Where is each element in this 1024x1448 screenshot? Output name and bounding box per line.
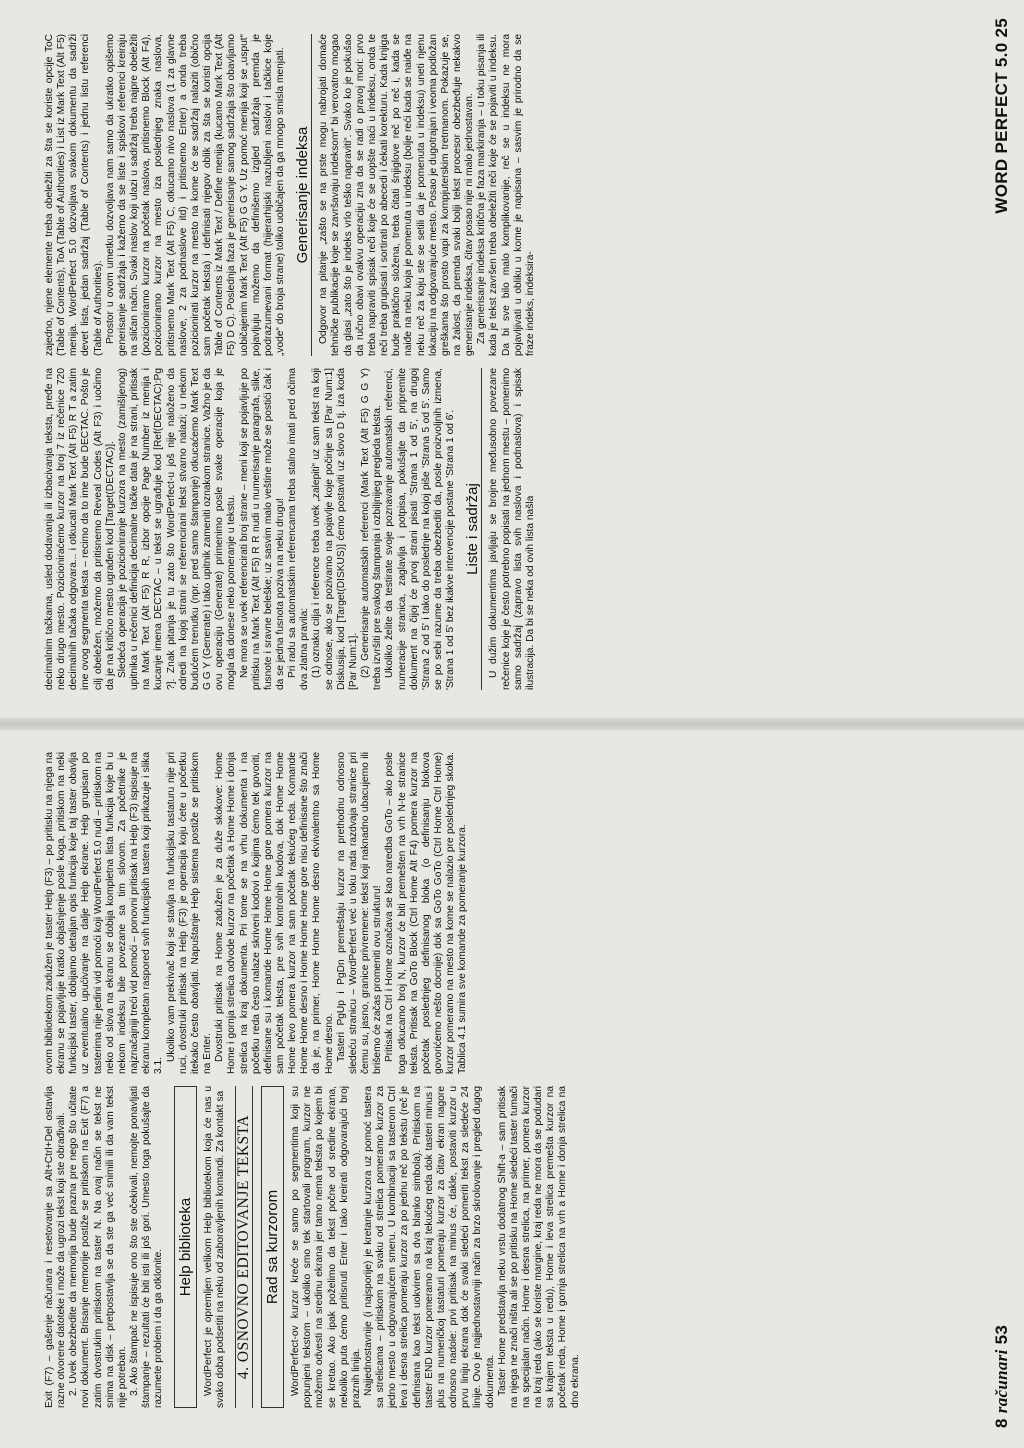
left-page — [0, 726, 1024, 1448]
paragraph: Taster Home predstavlja neku vrstu dodatnog Shift-a – sam pritisak na njega ne znači ništa ali se po pritisku na Home sledeći taster tumači na specijalan način. Home i desna strelica, na primer, pomera kurzor na kraj reda (ako se koriste margine, kraj reda ne mora da se podudari sa krajem teksta u redu), Home i leva strelica premešta kurzor na početak reda, Home i gornja strelica na vrh a Home i donja strelica na dno ekrana. — [496, 1086, 581, 1408]
paragraph: Dvostruki pritisak na Home zadužen je za duže skokove: Home Home i gornja strelica odvode kurzor na početak a Home Home i donja strelica na kraj dokumenta. Pri tome se na vrhu dokumenta i na početku reda često nalaze skriveni kodovi o kojima ćemo tek govoriti, definisane su i komande Home Home Home gore pomera kurzor na sam početak teksta, pre svih kontrolnih kodova, dok Home Home Home levo pomera kurzor na sam početak tekućeg reda. Komande Home Home desno i Home Home Home gore nisu definisane što znači da je, na primer, Home Home Home desno ekvivalentno sa Home Home desno. — [214, 752, 335, 1074]
paragraph: 3. Ako štampač ne ispisuje ono što ste očekivali, nemojte ponavljati štampanje – rezultati će biti isti ili još gori. Umesto toga pokušajte da razumete problem i da ga otklonite. — [129, 1086, 165, 1408]
left-page-column-2 — [44, 752, 469, 1074]
right-page-column-1 — [44, 368, 537, 690]
paragraph: (1) oznaku cilja i reference treba uvek „zalepiti“ uz sam tekst na koji se odnose, ako se pozivamo na pojavlje koje počinje sa [Par Num:1] Diskusija, kod [Target(DISKUS)] ćemo postaviti uz slovo D tj. iza koda [Par Num:1]. — [311, 368, 359, 690]
paragraph: U dužim dokumentima javljaju se brojne međusobno povezane rečenice koje je često potrebno popisati na jednom mestu – pomenimo samo sadržaj (zapravo lista svih naslova i podnaslova) i spisak ilustracija. Da bi se neka od ovih lista našla — [488, 368, 536, 690]
paragraph: Ukoliko želite da testirate svoje poznavanje automatskih referenci, numeracije stranica, zaglavlja i potpisa, pokušajte da pripremite dokument na čijoj će prvoj strani pisati 'Strana 1 od 5', na drugoj 'Strana 2 od 5' i tako do poslednje na kojoj piše 'Strana 5 od 5'. Samo se po sebi razume da treba obezbediti da, posle proizvoljnih izmena, 'Strana 1 od 5' bez ikakve intervencije postane 'Strana 1 od 6'. — [384, 368, 457, 690]
chapter-heading: 4. OSNOVNO EDITOVANJE TEKSTA — [235, 1086, 253, 1408]
paragraph: ovom bibliotekom zadužen je taster Help (F3) – po pritisku na njega na ekranu se pojavljuje kratko objašnjenje posle koga, pritiskom na neki funkcijski taster, dobijamo detaljan opis funkcija koje taj taster obavlja uz eventualno upućivanje na dalje Help ekrane. Help grupisan po tasterima nije jedini vid pomoći koji WordPerfect 5.0 nudi – pritiskom na neko od slova na ekranu se dobija kompletna lista funkcija koje bi u nekom indeksu bile povezane sa tim slovom. Za početnike je najznačajniji treći vid pomoći – ponovni pritisak na Help (F3) ispisuje na ekranu kompletan raspored svih funkcijskih tastera koji prikazuje i slika 3.1. — [44, 752, 165, 1074]
left-page-column-1 — [44, 1086, 582, 1408]
paragraph: Pritisak na Ctrl i Home označava se kao naredba GoTo – ako posle toga otkucamo broj N, kurzor će biti premešten na vrh N-te stranice teksta. Pritisak na GoTo Block (Ctrl Home Alt F4) pomera kurzor na početak poslednjeg definisanog bloka (o definisanju blokova govorićemo nešto docnije) dok sa GoTo GoTo (Ctrl Home Ctrl Home) kurzor pomeramo na mesto na kome se nalazio pre poslednjeg skoka. Tablica 4.1 sumira sve komande za pomeranje kurzora. — [384, 752, 469, 1074]
paragraph: WordPerfect je opremljen velikom Help bibliotekom koja će nas u svako doba podsetiti na neku od zaboravljenih komandi. Za kontakt sa — [202, 1086, 226, 1408]
paragraph: Exit (F7) – gašenje računara i resetovanje sa Alt+Ctrl+Del ostavlja razne otvorene datoteke i može da ugrozi tekst koji ste obrađivali. — [44, 1086, 68, 1408]
paragraph: Sledeća operacija je pozicioniranje kurzora na mesto (zamišljenog) upitnika u rečenici definicija decimalne tačke data je na strani, pritisak na Mark Text (Alt F5) R R, izbor opcije Page Number iz menija i kucanje imena DECTAC – u tekst se ugrađuje kod [Ref(DECTAC):Pg ?]. Znak pitanja je tu zato što WordPerfect-u još nije naloženo da odredi na kojoj strani se referencirani tekst stvarno nalazi; u nekom budućem trenutku (npr. pred samo štampanje) otkucaćemo Mark Text G G Y (Generate) i tako upitnik zameniti oznakom stranice. Važno je da ovu operaciju (Generate) primenimo posle svake operacije koja je mogla da donese neko pomeranje u tekstu. — [116, 368, 238, 690]
heading-generisanje-indeksa: Generisanje indeksa — [297, 34, 312, 356]
paragraph: WordPerfect-ov kurzor kreće se samo po segmentima koji su popunjeni tekstom – ukoliko smo tek startovali program, kurzor ne možemo odvesti na sredinu ekrana jer tamo nema teksta po kojem bi se kretao. Ako ipak poželimo da tekst počne od sredine ekrana, nekoliko puta ćemo pritisnuti Enter i tako kreirati odgovarajući broj praznih linija. — [290, 1086, 362, 1408]
paragraph: zajedno, njene elemente treba obeležiti za šta se koriste opcije ToC (Table of Contents), ToA (Table of Authorities) i List iz Mark Text (Alt F5) menija. WordPerfect 5.0 dozvoljava svakom dokumentu da sadrži devet lista, jedan sadržaj (Table of Contents) i jednu listu referenci (Table of Authorities). — [44, 34, 104, 356]
paragraph: (2) Generisanje automatskih referenci (Mark Text (Alt F5) G G Y) treba izvršiti pre svakog štampanja i ozbiljnijeg pregleda teksta. — [360, 368, 384, 690]
page-number: 8 — [992, 1418, 1011, 1428]
left-page-footer — [992, 1325, 1012, 1428]
magazine-name: računari — [992, 1349, 1011, 1414]
paragraph: Za generisanje indeksa kritična je faza markiranja – u toku pisanja ili kada je tekst završen treba obeležiti reči koje će se pojaviti u indeksu. Da bi sve bilo malo komplikovanije, reč se u indeksu ne mora pojavljivati u obliku u kome je napisana – sasvim je prirodno da se fraze indeks, indeksira- — [476, 34, 536, 356]
right-page — [0, 0, 1024, 722]
running-title: WORD PERFECT 5.0 — [992, 42, 1011, 214]
page-number: 25 — [992, 18, 1011, 38]
paragraph: 2. Uvek obezbedite da memorija bude prazna pre nego što učitate novi dokument. Brisanje memorije postiže se pritiskom na Exit (F7) a zatim dvostrukim pritiskom na taster N. Na ovaj način se tekst ne snima na disk – pretpostavlja se da ste ga već snimili ili da vam tekst nije potreban. — [68, 1086, 128, 1408]
paragraph: Prostor u ovom umetku dozvoljava nam samo da ukratko opišemo generisanje sadržaja i kažemo da se liste i spiskovi referenci kreiraju na sličan način. Svaki naslov koji ulazi u sadržaj treba najpre obeležiti (pozicioniramo kurzor na početak naslova, pritisnemo Block (Alt F4), pozicioniramo kurzor na mesto iza poslednjeg znaka naslova, pritisnemo Mark Text (Alt F5) C, otkucamo nivo naslova (1 za glavne naslove, 2 za podnaslove itd) i pritisnemo Enter) a onda treba pozicionirati kurzor na mesto na kome će se sadržaj nalaziti (obično sam početak teksta) i definisati njegov oblik za šta se koristi opcija Table of Contents iz Mark Text / Define menija (kucamo Mark Text (Alt F5) D C). Poslednja faza je generisanje samog sadržaja što obavljamo uobičajenim Mark Text (Alt F5) G G Y. Uz pomoć menija koji se „usput“ pojavljuju možemo da definišemo izgled sadržaja premda je podrazumevani format (hijerarhijski nazubljeni naslovi i tačkice koje „vode“ do broja strane) toliko uobičajen da ga mnogo smisla menjati. — [104, 34, 286, 356]
paragraph: Pri radu sa automatskim referencama treba stalno imati pred očima dva zlatna pravila: — [287, 368, 311, 690]
right-page-column-2 — [44, 34, 537, 356]
heading-rad-sa-kurzorom: Rad sa kurzorom — [261, 1086, 284, 1408]
right-page-footer — [992, 18, 1012, 214]
heading-help-biblioteka: Help biblioteka — [174, 1086, 197, 1408]
paragraph: Ne mora se uvek referencirati broj strane – meni koji se pojavljuje po pritisku na Mark Text (Alt F5) R R nudi u numerisanje paragrafa, slike, fusnote i sravne beleške; uz sasvim malo veštine može se postići čak i da se jedna fusnota poziva na neku drugu! — [238, 368, 286, 690]
heading-liste-i-sadrzaj: Liste i sadržaj — [467, 368, 482, 690]
paragraph: Odgovor na pitanje „zašto se na prste mogu nabrojati domaće tehničke publikacije koje se završavaju indeksom“ bi verovatno mogao da glasi „zato što je indeks vrlo teško napraviti“. Svako ko je pokušao da ručno obavi ovakvu operaciju zna da se radi o pravoj mori: prvo treba napraviti spisak reči koje će se uopšte naći u indeksu, onda te reči treba grupisati i sortirati po abecedi i čekati korekturu. Kada knjiga bude praktično složena, treba čitati šnjiglove reč po reč i, kada se naiđe na neku koja je pomenuta u indeksu (bolje reći kada se naiđe na neku reč za koju ste se setili da je pomenuta u indeksu) uneti njenu lokaciju na odgovarajuće mesto. Posao je dugotrajan i veoma podložan greškama što prosto vapi za kompjuterskim tretmanom. Pokazuje se, na žalost, da premda svaki bolji tekst procesor obezbeđuje nekakvo generisanje indeksa, čitav posao nije ni malo jednostavan. — [318, 34, 476, 356]
paragraph: Ukoliko vam prekrivač koji se stavlja na funkcijsku tastaturu nije pri ruci, dvostruki pritisak na Help (F3) je operacija koju ćete u početku itekako često obavljati. Napuštanje Help sistema postiže se pritiskom na Enter. — [165, 752, 214, 1074]
paragraph: Najjednostavnije (i najsporije) je kretanje kurzora uz pomoć tastera sa strelicama – pritiskom na svaku od strelica pomeramo kurzor za jedno mesto u odgovarajućem smeru. U kombinaciji sa tasterom Ctrl leva i desna strelica pomeraju kurzor za po jednu reč po tekstu (reč je definisana kao tekst uokviren sa dva blanko simbola). Pritiskom na taster END kurzor pomeramo na kraj tekućeg reda dok tasteri minus i plus na numeričkoj tastaturi pomeraju kurzor za čitav ekran nagore odnosno nadole: prvi pritisak na minus će, dakle, postaviti kurzor u prvu liniju ekrana dok će svaki sledeći pomeriti tekst za sledeće 24 linije. Ovo je najjednostavniji način za brzo skrolovanje i pregled dugog dokumenta. — [362, 1086, 496, 1408]
issue-number: 53 — [992, 1324, 1011, 1345]
paragraph: decimalnim tačkama, usled dodavanja ili izbacivanja teksta, pređe na neko drugo mesto. Pozicioniraćemo kurzor na broj 7 iz rečenice 720 decimalnih tačaka odgovara... i otkucati Mark Text (Alt F5) R T a zatim ime ovog segmenta teksta – recimo da to ime bude DECTAC. Pošto je cilj obeležen, možemo da pritisnemo Reveal Codes (Alt F3) i uočimo da je na kritično mesto ugrađen kod [Target(DECTAC)]. — [44, 368, 116, 690]
paragraph: Tasteri PgUp i PgDn premeštaju kurzor na prethodnu odnosno sledeću stranicu – WordPerfect već u toku rada razdvaja stranice pri čemu su, jasno, granice privremene: tekst koji naknadno ubacujemo ili brišemo će začas promeniti ovu strukturu! — [335, 752, 384, 1074]
